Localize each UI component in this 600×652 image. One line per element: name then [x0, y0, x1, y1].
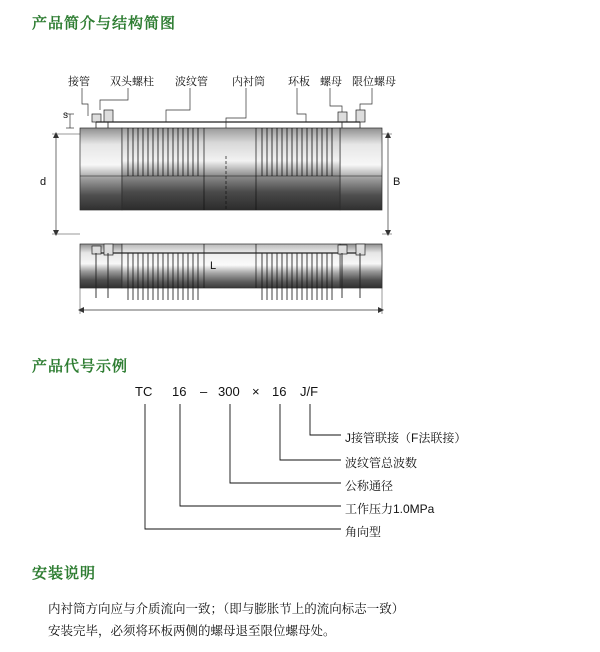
code-token-waves: 16	[272, 384, 287, 399]
section-title-code: 产品代号示例	[32, 358, 129, 375]
structure-svg	[0, 48, 600, 348]
dimension-label-s: s	[63, 110, 68, 121]
product-code-diagram	[0, 378, 600, 548]
code-desc-diameter: 公称通径	[345, 479, 394, 493]
code-desc-pressure: 工作压力1.0MPa	[345, 502, 435, 516]
code-desc-waves: 波纹管总波数	[345, 456, 418, 470]
structure-diagram	[0, 48, 600, 348]
install-notes	[48, 598, 568, 642]
code-token-times: ×	[252, 384, 260, 399]
callout-label: 限位螺母	[352, 76, 396, 88]
dimension-label-B: B	[393, 176, 401, 188]
callout-label: 波纹管	[175, 76, 208, 88]
code-token-joint: J/F	[300, 384, 319, 399]
callout-label: 内衬筒	[232, 76, 265, 88]
section-title-structure: 产品简介与结构简图	[32, 15, 177, 32]
callout-label: 双头螺柱	[110, 76, 154, 88]
code-desc-joint: J接管联接（F法联接）	[345, 431, 467, 445]
code-token-diameter: 300	[218, 384, 240, 399]
code-token-series: TC	[135, 384, 153, 399]
code-token-pressure: 16	[172, 384, 187, 399]
callout-label: 环板	[288, 76, 310, 88]
section-title-install: 安装说明	[32, 565, 97, 582]
dimension-label-d: d	[40, 176, 47, 188]
dimension-label-L: L	[210, 260, 217, 272]
install-note-line: 内衬筒方向应与介质流向一致；（即与膨胀节上的流向标志一致）	[48, 602, 405, 616]
install-note-line: 安装完毕，必须将环板两侧的螺母退至限位螺母处。	[48, 624, 336, 638]
code-token-dash: –	[200, 384, 208, 399]
code-leader-lines	[0, 378, 600, 548]
callout-label: 接管	[68, 76, 90, 88]
callout-label: 螺母	[320, 76, 342, 88]
code-desc-type: 角向型	[345, 525, 382, 539]
